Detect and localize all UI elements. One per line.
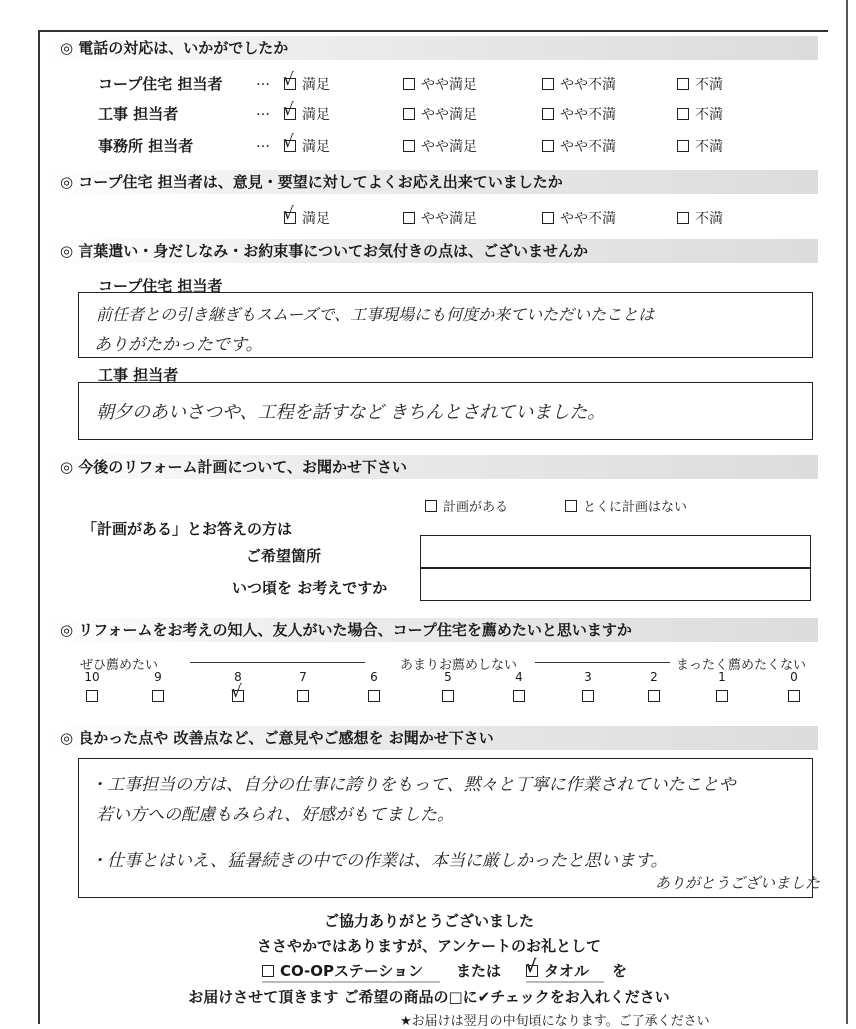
rating-checkbox[interactable] (283, 100, 296, 120)
frame-top-line (38, 30, 828, 32)
scale-number: 8 (234, 670, 242, 684)
rating-option-label: やや不満 (560, 139, 616, 155)
rating-option[interactable] (283, 132, 330, 156)
rating-option-label: 満足 (302, 107, 330, 123)
rating-option[interactable] (403, 104, 477, 124)
q6-heading: ◎ 良かった点や 改善点など、ご意見やご感想を お聞かせ下さい (40, 726, 818, 750)
scale-checkbox[interactable] (788, 690, 800, 702)
q1-row-label: 事務所 担当者 (98, 137, 194, 155)
rating-option-label: やや不満 (560, 107, 616, 123)
rating-checkbox[interactable] (677, 140, 689, 152)
wo-text: を (612, 962, 628, 980)
plan-none-option[interactable] (565, 496, 687, 515)
koji-staff-label: 工事 担当者 (98, 366, 179, 384)
scale-number: 10 (84, 670, 100, 684)
scale-number: 9 (154, 670, 162, 684)
rating-option-label: 不満 (695, 107, 723, 123)
q2-rating-option[interactable] (542, 208, 616, 228)
q2-rating-option[interactable] (403, 208, 477, 228)
rating-option[interactable] (403, 74, 477, 94)
instruction-text: お届けさせて頂きます ご希望の商品の□に✔チェックをお入れください (188, 988, 670, 1006)
q1-row-dots: … (256, 103, 270, 119)
coop-station-checkbox[interactable] (262, 965, 274, 977)
rating-checkbox[interactable] (403, 108, 415, 120)
q1-row-label: 工事 担当者 (98, 105, 179, 123)
q2-rating-checkbox[interactable] (677, 212, 689, 224)
feedback-line-3: ・仕事とはいえ、猛暑続きの中での作業は、本当に厳しかったと思います。 (90, 851, 668, 871)
rating-option[interactable] (677, 136, 723, 156)
plan-yes-option[interactable] (425, 496, 508, 515)
scale-line-right (535, 662, 670, 663)
scale-checkbox[interactable] (297, 690, 309, 702)
rating-option[interactable] (403, 136, 477, 156)
coop-station-option[interactable] (262, 960, 423, 981)
rating-option[interactable] (677, 74, 723, 94)
coop-comment-line-1: 前任者との引き継ぎもスムーズで、工事現場にも何度か来ていただいたことは (96, 305, 655, 324)
rating-option-label: 不満 (695, 139, 723, 155)
q2-rating-checkbox[interactable] (542, 212, 554, 224)
scale-number: 5 (444, 670, 452, 684)
scale-number: 7 (299, 670, 307, 684)
plan-lead-text: 「計画がある」とお答えの方は (82, 520, 293, 538)
rating-checkbox[interactable] (283, 70, 296, 90)
check-mark: √ (283, 132, 294, 152)
q1-row-label: コープ住宅 担当者 (98, 75, 223, 93)
plan-yes-label: 計画がある (443, 500, 509, 515)
scale-checkbox[interactable] (716, 690, 728, 702)
rating-option[interactable] (542, 104, 616, 124)
q2-rating-option[interactable] (677, 208, 723, 228)
scale-checkbox[interactable] (368, 690, 380, 702)
rating-checkbox[interactable] (542, 140, 554, 152)
gift-underline-1 (262, 981, 440, 983)
scale-left-label: ぜひ薦めたい (80, 658, 159, 673)
check-mark: √ (283, 204, 294, 224)
desired-area-field[interactable] (420, 535, 811, 569)
rating-checkbox[interactable] (403, 140, 415, 152)
q1-heading: ◎ 電話の対応は、いかがでしたか (40, 36, 818, 60)
q2-rating-checkbox[interactable] (283, 204, 296, 224)
scale-checkbox[interactable] (86, 690, 98, 702)
thanks-text: ご協力ありがとうございました (323, 912, 534, 930)
scale-line-left (190, 662, 365, 663)
timing-field[interactable] (420, 567, 811, 601)
desired-area-label: ご希望箇所 (246, 547, 322, 565)
rating-option[interactable] (283, 100, 330, 124)
gift-text: ささやかではありますが、アンケートのお礼として (256, 937, 602, 955)
towel-check-mark: √ (525, 957, 537, 977)
rating-checkbox[interactable] (542, 78, 554, 90)
frame-right-line (846, 0, 848, 1024)
rating-option-label: やや満足 (421, 77, 477, 93)
gift-underline-2 (526, 981, 604, 983)
rating-option[interactable] (677, 104, 723, 124)
q2-rating-option-label: やや満足 (421, 211, 477, 227)
rating-option[interactable] (283, 70, 330, 94)
q3-heading: ◎ 言葉遣い・身だしなみ・お約束事についてお気付きの点は、ございませんか (40, 239, 818, 263)
q1-row-dots: … (256, 73, 270, 89)
scale-number: 4 (515, 670, 523, 684)
scale-checkbox[interactable] (231, 682, 244, 702)
q2-rating-option-label: 不満 (695, 211, 723, 227)
coop-comment-line-2: ありがたかったです。 (94, 335, 263, 355)
rating-checkbox[interactable] (403, 78, 415, 90)
scale-number: 0 (790, 670, 798, 684)
feedback-line-1: ・工事担当の方は、自分の仕事に誇りをもって、黙々と丁寧に作業されていたことや (90, 775, 736, 795)
q1-row-dots: … (256, 135, 270, 151)
check-mark: √ (283, 100, 294, 120)
rating-checkbox[interactable] (677, 78, 689, 90)
coop-staff-label: コープ住宅 担当者 (98, 277, 223, 295)
scale-checkbox[interactable] (152, 690, 164, 702)
coop-station-label: CO-OPステーション (280, 962, 424, 980)
rating-option-label: やや満足 (421, 139, 477, 155)
feedback-line-4: ありがとうございました (655, 874, 821, 892)
q2-rating-checkbox[interactable] (403, 212, 415, 224)
q2-rating-option[interactable] (283, 204, 330, 228)
scale-checkbox[interactable] (582, 690, 594, 702)
rating-checkbox[interactable] (542, 108, 554, 120)
scale-number: 3 (584, 670, 592, 684)
rating-option-label: やや満足 (421, 107, 477, 123)
q2-heading: ◎ コープ住宅 担当者は、意見・要望に対してよくお応え出来ていましたか (40, 170, 818, 194)
rating-option[interactable] (542, 74, 616, 94)
scale-checkbox[interactable] (442, 690, 454, 702)
check-mark: √ (231, 682, 242, 702)
rating-option-label: 不満 (695, 77, 723, 93)
plan-none-checkbox[interactable] (565, 500, 577, 512)
scale-right-label: まったく薦めたくない (676, 658, 807, 673)
rating-checkbox[interactable] (677, 108, 689, 120)
rating-option-label: やや不満 (560, 77, 616, 93)
q5-heading: ◎ リフォームをお考えの知人、友人がいた場合、コープ住宅を薦めたいと思いますか (40, 618, 818, 642)
scale-number: 2 (650, 670, 658, 684)
q4-heading: ◎ 今後のリフォーム計画について、お聞かせ下さい (40, 455, 818, 479)
q2-rating-option-label: やや不満 (560, 211, 616, 227)
check-mark: √ (283, 70, 294, 90)
scale-checkbox[interactable] (648, 690, 660, 702)
towel-checkbox[interactable] (525, 957, 538, 977)
or-text: または (456, 962, 502, 980)
scale-number: 1 (718, 670, 726, 684)
plan-none-label: とくに計画はない (583, 500, 688, 515)
rating-option[interactable] (542, 136, 616, 156)
scale-number: 6 (370, 670, 378, 684)
koji-comment-line-1: 朝夕のあいさつや、工程を話すなど きちんとされていました。 (96, 402, 606, 423)
timing-label: いつ頃を お考えですか (232, 579, 388, 597)
towel-option[interactable] (525, 957, 590, 981)
rating-option-label: 満足 (302, 77, 330, 93)
feedback-line-2: 若い方への配慮もみられ、好感がもてました。 (96, 805, 455, 825)
rating-option-label: 満足 (302, 139, 330, 155)
delivery-note: ★お届けは翌月の中旬頃になります。ご了承ください (400, 1014, 710, 1029)
towel-label: タオル (544, 962, 590, 980)
q2-rating-option-label: 満足 (302, 211, 330, 227)
rating-checkbox[interactable] (283, 132, 296, 152)
scale-checkbox[interactable] (513, 690, 525, 702)
scale-mid-label: あまりお薦めしない (400, 658, 518, 673)
plan-yes-checkbox[interactable] (425, 500, 437, 512)
